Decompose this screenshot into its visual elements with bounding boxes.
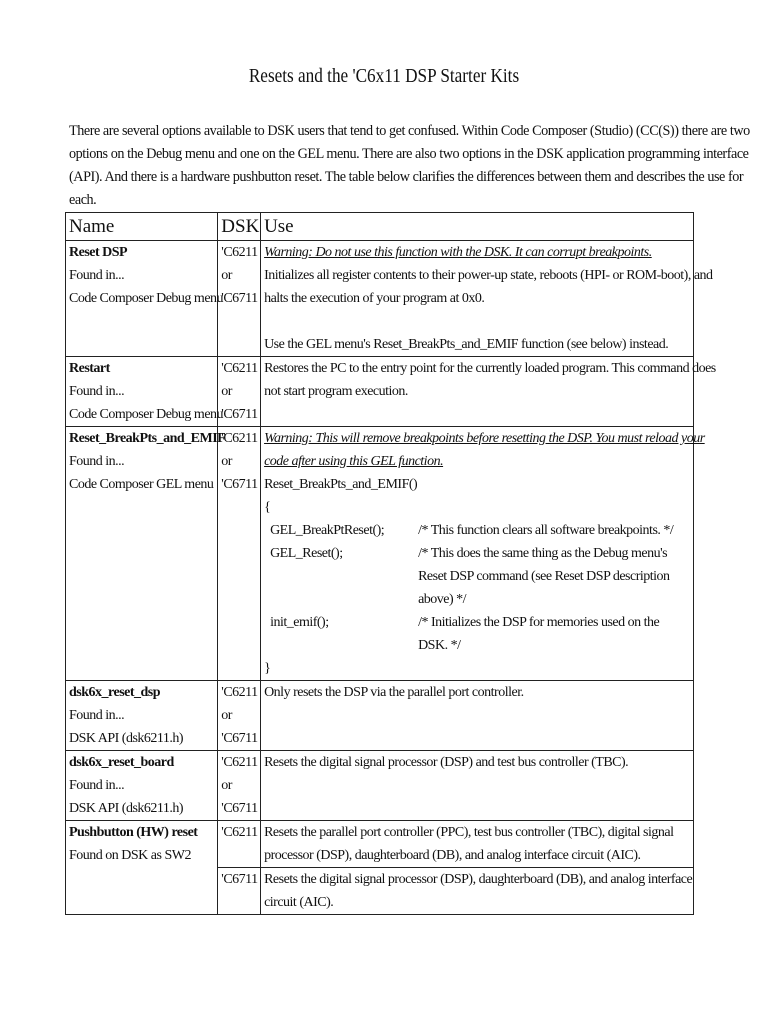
- use-text: Use the GEL menu's Reset_BreakPts_and_EMIF function (see below) instead.: [264, 337, 669, 352]
- row-where: DSK API (dsk6211.h): [69, 731, 184, 746]
- row-name: Restart: [69, 361, 110, 376]
- use-text: Resets the digital signal processor (DSP), daughterboard (DB), and analog interface: [264, 872, 693, 887]
- dsk-cell: [218, 357, 261, 427]
- table-row: [66, 427, 694, 681]
- use-text: not start program execution.: [264, 384, 408, 399]
- dsk-value: 'C6711: [221, 801, 258, 816]
- row-name: dsk6x_reset_board: [69, 755, 174, 770]
- page-title: Resets and the 'C6x11 DSP Starter Kits: [248, 65, 520, 87]
- row-found: Found in...: [69, 454, 125, 469]
- dsk-cell: [218, 681, 261, 751]
- dsk-value: 'C6211: [221, 685, 258, 700]
- row-where: DSK API (dsk6211.h): [69, 801, 184, 816]
- dsk-cell: [218, 427, 261, 681]
- code-line: [264, 611, 690, 657]
- dsk-value: or: [221, 454, 232, 469]
- dsk-value: 'C6211: [221, 361, 258, 376]
- row-name: Pushbutton (HW) reset: [69, 825, 198, 840]
- row-found: Found in...: [69, 778, 125, 793]
- dsk-value: 'C6211: [221, 245, 258, 260]
- use-cell: [261, 357, 716, 427]
- code-comment: /* This function clears all software breakpoints. */: [418, 523, 674, 538]
- code-call: init_emif();: [270, 615, 329, 630]
- row-found: Found in...: [69, 268, 125, 283]
- header-name: Name: [66, 213, 218, 241]
- code-brace: }: [264, 661, 271, 676]
- intro-line: options on the Debug menu and one on the GEL menu. There are also two options in the DSK application programming interface: [69, 146, 749, 162]
- dsk-value: 'C6711: [221, 477, 258, 492]
- use-text: Restores the PC to the entry point for the currently loaded program. This command does: [264, 361, 716, 376]
- name-cell: [66, 681, 218, 751]
- use-cell: [261, 821, 694, 868]
- row-name: Reset DSP: [69, 245, 128, 260]
- header-use: Use: [261, 213, 694, 241]
- use-text: halts the execution of your program at 0x0.: [264, 291, 485, 306]
- code-call: GEL_Reset();: [270, 546, 343, 561]
- use-text: Resets the parallel port controller (PPC), test bus controller (TBC), digital signal: [264, 825, 674, 840]
- dsk-cell: [218, 751, 261, 821]
- row-name: dsk6x_reset_dsp: [69, 685, 161, 700]
- dsk-value: 'C6711: [221, 872, 258, 887]
- code-line: [264, 542, 690, 611]
- dsk-value: 'C6211: [221, 755, 258, 770]
- name-cell: [66, 241, 224, 357]
- row-found: Found in...: [69, 708, 125, 723]
- table-row: [66, 751, 694, 821]
- table-row: [66, 681, 694, 751]
- warning-text: code after using this GEL function.: [264, 454, 444, 469]
- use-cell: [261, 681, 694, 751]
- code-call: GEL_BreakPtReset();: [270, 523, 385, 538]
- use-cell: [261, 868, 694, 915]
- row-found: Found in...: [69, 384, 125, 399]
- code-line: [264, 519, 690, 542]
- name-cell: [66, 751, 218, 821]
- code-comment: /* Initializes the DSP for memories used on the DSK. */: [418, 615, 660, 653]
- intro-line: There are several options available to DSK users that tend to get confused. Within Code Composer (Studio) (CC(S)) there are two: [69, 123, 750, 139]
- table-row: [66, 241, 694, 357]
- row-where: Code Composer Debug menu: [69, 291, 224, 306]
- name-cell: [66, 427, 226, 681]
- header-dsk: DSK: [218, 213, 261, 241]
- intro-paragraph: [69, 120, 750, 212]
- table-header-row: [66, 213, 694, 241]
- resets-table: [65, 212, 716, 915]
- dsk-value: 'C6211: [221, 431, 258, 446]
- dsk-value: or: [221, 708, 232, 723]
- code-comment: /* This does the same thing as the Debug menu's Reset DSP command (see Reset DSP description above) */: [418, 546, 670, 607]
- use-cell: [261, 241, 713, 357]
- code-brace: {: [264, 500, 271, 515]
- use-text: Initializes all register contents to their power-up state, reboots (HPI- or ROM-boot), and: [264, 268, 713, 283]
- row-where: Code Composer Debug menu: [69, 407, 224, 422]
- use-text: processor (DSP), daughterboard (DB), and analog interface circuit (AIC).: [264, 848, 641, 863]
- dsk-value: or: [221, 268, 232, 283]
- use-text: Resets the digital signal processor (DSP) and test bus controller (TBC).: [264, 755, 629, 770]
- use-cell: [261, 751, 694, 821]
- dsk-cell: [218, 241, 261, 357]
- code-head: Reset_BreakPts_and_EMIF(): [264, 477, 418, 492]
- row-where: Found on DSK as SW2: [69, 848, 191, 863]
- intro-line: (API). And there is a hardware pushbutton reset. The table below clarifies the differences between them and describes the use for: [69, 169, 744, 185]
- warning-text: Warning: Do not use this function with the DSK. It can corrupt breakpoints.: [264, 245, 652, 260]
- dsk-cell: [218, 868, 261, 915]
- name-cell: [66, 357, 224, 427]
- table-row: [66, 357, 694, 427]
- dsk-value: 'C6211: [221, 825, 258, 840]
- dsk-value: 'C6711: [221, 407, 258, 422]
- dsk-value: or: [221, 384, 232, 399]
- dsk-value: or: [221, 778, 232, 793]
- use-text: Only resets the DSP via the parallel port controller.: [264, 685, 524, 700]
- table-row: [66, 821, 694, 868]
- dsk-value: 'C6711: [221, 291, 258, 306]
- dsk-cell: [218, 821, 261, 868]
- row-name: Reset_BreakPts_and_EMIF: [69, 431, 226, 446]
- intro-line: each.: [69, 192, 97, 208]
- use-cell: [261, 427, 705, 681]
- use-text: circuit (AIC).: [264, 895, 334, 910]
- name-cell: [66, 821, 218, 915]
- row-where: Code Composer GEL menu: [69, 477, 214, 492]
- warning-text: Warning: This will remove breakpoints before resetting the DSP. You must reload your: [264, 431, 705, 446]
- spacer: [264, 310, 690, 333]
- dsk-value: 'C6711: [221, 731, 258, 746]
